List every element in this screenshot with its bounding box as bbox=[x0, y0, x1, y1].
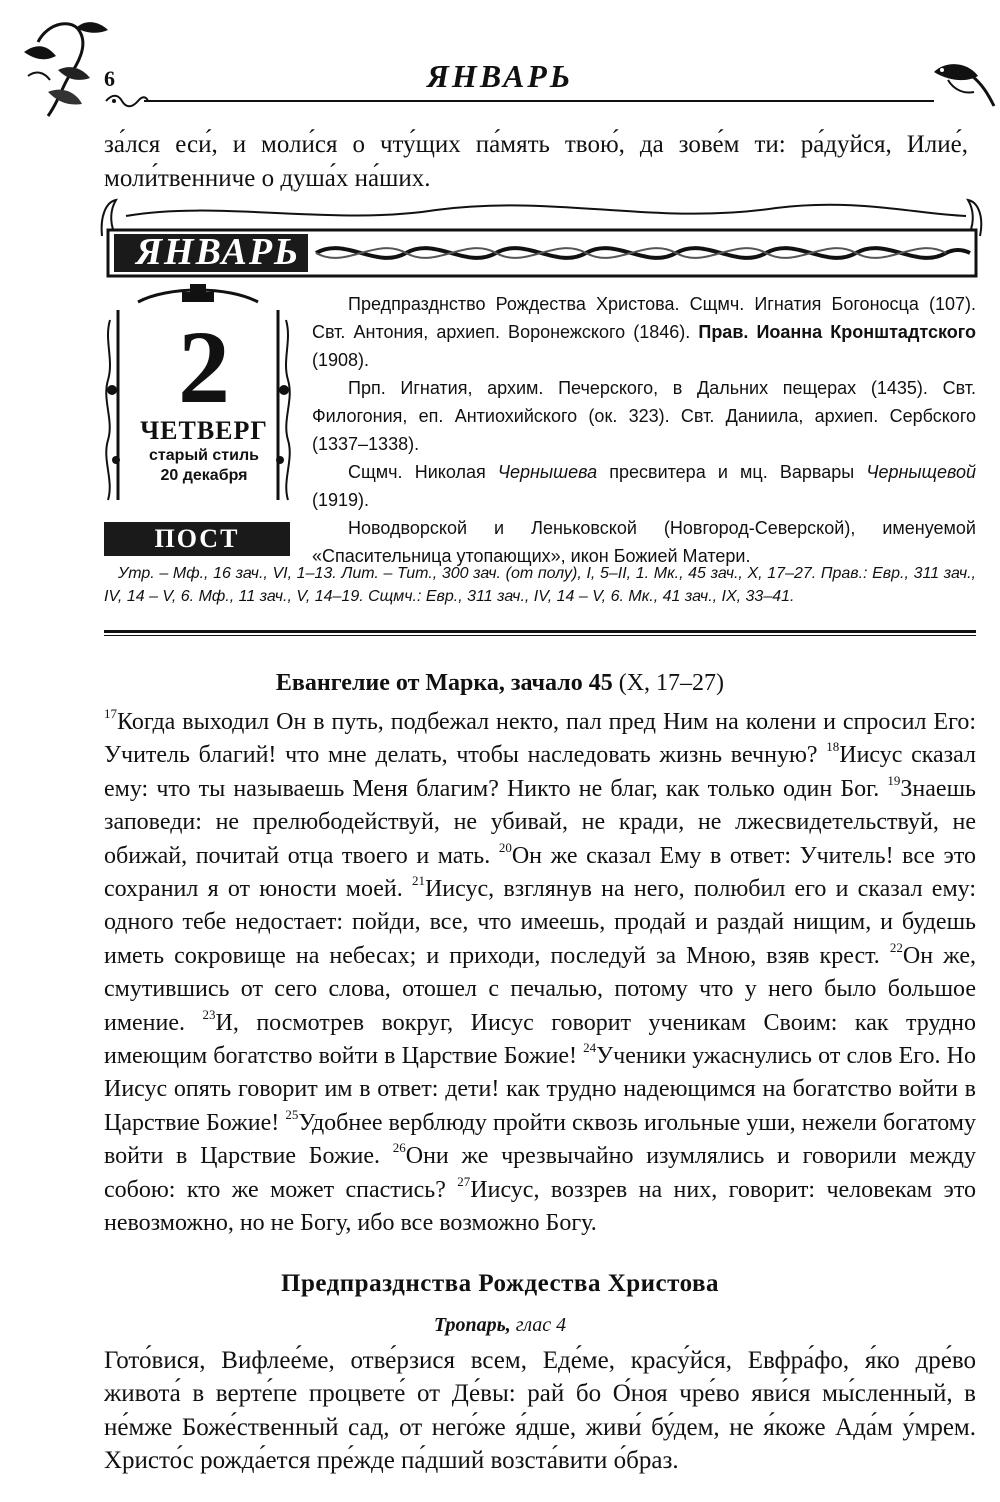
readings-list: Утр. – Мф., 16 зач., VI, 1–13. Лит. – Тит., 300 зач. (от полу), I, 5–II, 1. Мк., 45 зач., X, 17–27. Прав.: Евр., 311 зач., IV, 14 – V, 6. Мф., 11 зач., V, 14–19. Сщмч.: Евр., 311 зач., IV, 14 – V, 6. Мк., 41 зач., IX, 33–41. bbox=[104, 565, 976, 605]
verse-text: Ученики ужаснулись от слов Его. Но Иисус опять говорит им в ответ: дети! как трудно надеющимся на богатство войти в Царствие Божие! bbox=[104, 1043, 976, 1136]
old-style-label: старый стиль bbox=[149, 447, 259, 464]
day-number: 2 bbox=[178, 310, 230, 425]
verse-text: Они же чрезвычайно изумлялись и говорили между собою: кто же может спастись? bbox=[104, 1143, 977, 1203]
verse-number: 26 bbox=[392, 1140, 406, 1156]
saints-paragraph: Прп. Игнатия, архим. Печерского, в Дальних пещерах (1435). Свт. Филогония, еп. Антиохийского (ок. 323). Свт. Даниила, архиеп. Сербского (1337–1338). bbox=[312, 378, 976, 454]
verse-number: 22 bbox=[889, 939, 903, 955]
verse-text: И, посмотрев вокруг, Иисус говорит ученикам Своим: как трудно имеющим богатство войти в Царствие Божие! bbox=[104, 1009, 976, 1070]
troparion-label: Тропарь, глас 4 bbox=[433, 1314, 567, 1336]
old-style-date: 20 декабря bbox=[160, 467, 248, 484]
verse-text: Иисус, воззрев на них, говорит: человекам это невозможно, но не Богу, ибо все возможно Богу. bbox=[104, 1176, 976, 1237]
section-divider bbox=[104, 630, 976, 633]
intro-paragraph: за́лся еси́, и моли́ся о чту́щих па́мять твою́, да зове́м ти: ра́дуйся, Илие́, моли́твенниче о душа́х на́ших. bbox=[104, 131, 968, 192]
verse-text: Иисус сказал ему: что ты называешь Меня благим? Никто не благ, как только один Бог. bbox=[104, 742, 976, 802]
troparion-text: Гото́вися, Вифлее́ме, отве́рзися всем, Еде́ме, красу́йся, Евфра́фо, я́ко дре́во живота́ в верте́пе процвете́ от Де́вы: рай бо О́ноя чре́во яви́ся мы́сленный, в не́мже Боже́ственный сад, от него́же я́дше, живи́ бу́дем, не я́коже Ада́м у́мрем. Христо́с рожда́ется пре́жде па́дший возста́вити о́браз. bbox=[104, 1347, 976, 1475]
verse-text: Иисус, взглянув на него, полюбил его и сказал ему: одного тебе недостает: пойди, все, что имеешь, продай и раздай нищим, и будешь иметь сокровище на небесах; и приходи, последуй за Мною, взяв крест. bbox=[104, 876, 976, 969]
verse-number: 24 bbox=[583, 1040, 597, 1056]
verse-text: Знаешь заповеди: не прелюбодействуй, не убивай, не кради, не лжесвидетельствуй, не обижай, почитай отца твоего и мать. bbox=[104, 775, 976, 869]
bird-ornament-icon bbox=[928, 54, 998, 110]
month-banner-label: ЯНВАРЬ bbox=[135, 231, 301, 273]
verse-number: 21 bbox=[411, 873, 425, 889]
verse-number: 23 bbox=[202, 1006, 216, 1022]
verse-number: 19 bbox=[887, 772, 901, 788]
weekday: ЧЕТВЕРГ bbox=[140, 416, 268, 445]
saints-paragraph: Предпразднство Рождества Христова. Сщмч. Игнатия Богоносца (107). Свт. Антония, архиеп. Воронежского (1846). Прав. Иоанна Кронштадтского (1908). bbox=[312, 294, 976, 370]
feast-heading: Предпразднства Рождества Христова bbox=[281, 1270, 719, 1297]
running-title: ЯНВАРЬ bbox=[426, 58, 574, 94]
verse-number: 25 bbox=[285, 1106, 299, 1122]
section-divider bbox=[104, 635, 976, 636]
gospel-heading: Евангелие от Марка, зачало 45 (Х, 17–27) bbox=[275, 670, 725, 696]
page-number: 6 bbox=[104, 66, 115, 91]
header-rule bbox=[104, 94, 934, 108]
gospel-text bbox=[104, 706, 976, 1241]
verse-number: 18 bbox=[826, 739, 840, 755]
verse-text: Когда выходил Он в путь, подбежал некто, пал пред Ним на колени и спросил Его: Учитель благий! что мне делать, чтобы наследовать жизнь вечную? bbox=[104, 709, 976, 769]
saints-list bbox=[312, 290, 976, 570]
verse-text: Он же, смутившись от сего слова, отошел с печалью, потому что у него было большое имение. bbox=[104, 942, 977, 1036]
saints-paragraph: Новодворской и Леньковской (Новгород-Северской), именуемой «Спасительница утопающих», икон Божией Матери. bbox=[312, 518, 976, 566]
fast-badge: ПОСТ bbox=[104, 522, 290, 556]
verse-number: 20 bbox=[498, 839, 512, 855]
verse-text: Удобнее верблюду пройти сквозь игольные уши, нежели богатому войти в Царствие Божие. bbox=[104, 1109, 976, 1170]
saints-paragraph: Сщмч. Николая Чернышева пресвитера и мц. Варвары Черныщевой (1919). bbox=[312, 462, 976, 510]
verse-number: 17 bbox=[104, 706, 117, 721]
verse-number: 27 bbox=[457, 1173, 471, 1189]
verse-text: Он же сказал Ему в ответ: Учитель! все это сохранил я от юности моей. bbox=[104, 842, 976, 903]
